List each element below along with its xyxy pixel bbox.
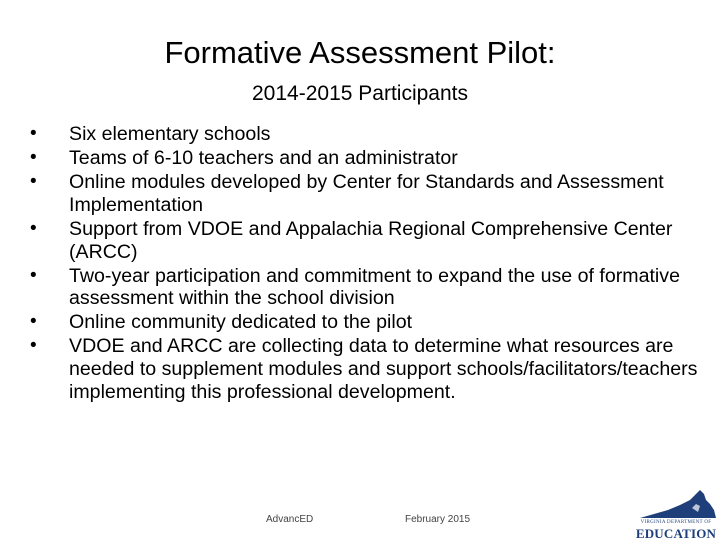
bullet-text: Six elementary schools <box>69 123 271 145</box>
bullet-dot-icon: • <box>30 217 37 239</box>
logo-line2: EDUCATION <box>635 526 717 541</box>
logo-line1: VIRGINIA DEPARTMENT OF <box>640 520 712 525</box>
bullet-dot-icon: • <box>30 335 37 357</box>
bullet-dot-icon: • <box>30 311 37 333</box>
slide-subtitle <box>0 80 720 108</box>
bullet-item <box>28 265 700 311</box>
bullet-item <box>28 218 700 264</box>
bullet-item <box>28 335 700 403</box>
bullet-text: Online modules developed by Center for Standards and Assessment Implementation <box>69 170 664 216</box>
bullet-dot-icon: • <box>30 170 37 192</box>
bullet-dot-icon: • <box>30 146 37 168</box>
slide-subtitle-text: 2014-2015 Participants <box>252 82 468 105</box>
footer-date: February 2015 <box>405 514 471 525</box>
bullet-text: Support from VDOE and Appalachia Regional Comprehensive Center (ARCC) <box>69 217 673 263</box>
vdoe-logo <box>634 488 718 540</box>
bullet-dot-icon: • <box>30 264 37 286</box>
bullet-item <box>28 311 700 334</box>
bullet-item <box>28 123 700 146</box>
bullet-list <box>28 123 700 405</box>
bullet-text: Two-year participation and commitment to expand the use of formative assessment within the school division <box>69 264 680 310</box>
bullet-text: VDOE and ARCC are collecting data to determine what resources are needed to supplement modules and support schools/facilitators/teachers implementing this professional development. <box>69 335 698 403</box>
footer-left-text: AdvancED <box>266 514 314 525</box>
bullet-dot-icon: • <box>30 123 37 144</box>
bullet-item <box>28 171 700 217</box>
virginia-state-shape-icon <box>634 488 718 522</box>
bullet-text: Teams of 6-10 teachers and an administrator <box>69 146 458 169</box>
bullet-item <box>28 147 700 170</box>
bullet-text: Online community dedicated to the pilot <box>69 311 413 334</box>
slide-title: Formative Assessment Pilot: <box>164 35 556 70</box>
